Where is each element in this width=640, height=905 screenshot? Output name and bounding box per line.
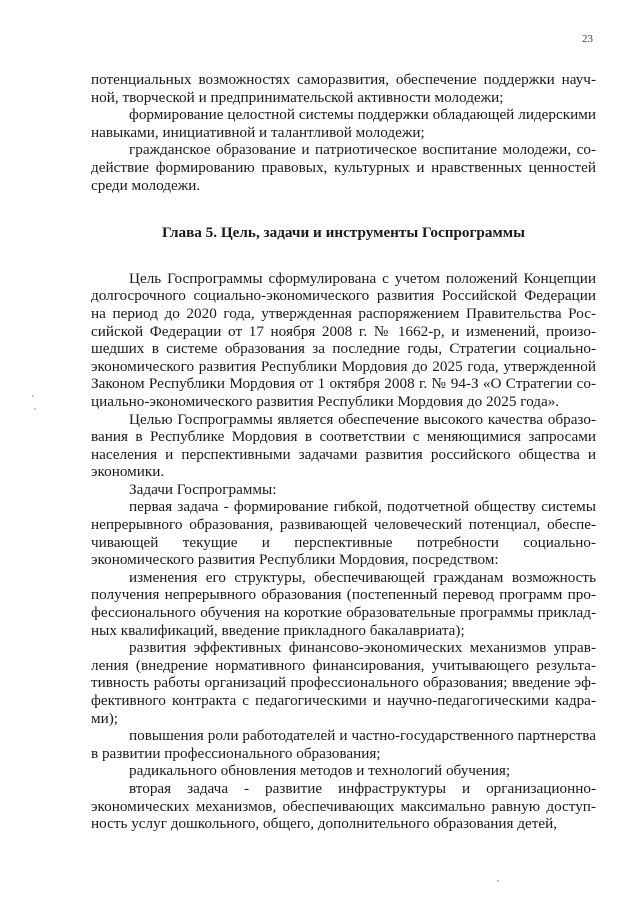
paragraph-intro-2: формирование целостной системы поддержки обладающей лидерскими навыками, инициативной и талантливой молодежи; (91, 106, 596, 141)
paragraph-goal: Целью Госпрограммы является обеспечение высокого качества образования в Республике Мордовия в соответствии с меняющимися запросами населения и перспективными задачами развития российского общества и экономики. (91, 410, 596, 481)
paragraph-intro-3: гражданское образование и патриотическое воспитание молодежи, содействие формированию правовых, культурных и нравственных ценностей среди молодежи. (91, 141, 596, 194)
paragraph-task-1-item-1: изменения его структуры, обеспечивающей гражданам возможность получения непрерывного образования (постепенный перевод программ профессионального обучения на короткие образовательные программы прикладных квалификаций, введение прикладного бакалавриата); (91, 568, 596, 639)
paragraph-task-1-item-4: радикального обновления методов и технологий обучения; (129, 762, 511, 780)
scan-speck (32, 395, 34, 397)
chapter-title: Глава 5. Цель, задачи и инструменты Госпрограммы (162, 224, 525, 242)
scan-speck (34, 408, 36, 410)
page-number: 23 (582, 33, 593, 45)
paragraph-tasks-heading: Задачи Госпрограммы: (129, 480, 277, 498)
paragraph-task-1-item-3: повышения роли работодателей и частно-государственного партнерства в развитии профессионального образования; (91, 727, 596, 762)
paragraph-goal-basis: Цель Госпрограммы сформулирована с учетом положений Концепции долгосрочного социально-экономического развития Российской Федерации на период до 2020 года, утвержденная распоряжением Правительства Российской Федерации от 17 ноября 2008 г. № 1662-р, и изменений, произошедших в системе образования за последние годы, Стратегии социально-экономического развития Республики Мордовия до 2025 года, утвержденной Законом Республики Мордовия от 1 октября 2008 г. № 94-З «О Стратегии социально-экономического развития Республики Мордовия до 2025 года». (91, 269, 596, 410)
paragraph-task-2: вторая задача - развитие инфраструктуры и организационно-экономических механизмов, обеспечивающих максимально равную доступность услуг дошкольного, общего, дополнительного образования детей, (91, 779, 596, 833)
paragraph-intro-1: потенциальных возможностях саморазвития, обеспечение поддержки научной, творческой и предпринимательской активности молодежи; (91, 71, 596, 106)
document-body (91, 71, 596, 833)
scan-speck (497, 880, 499, 882)
paragraph-task-1: первая задача - формирование гибкой, подотчетной обществу системы непрерывного образования, развивающей человеческий потенциал, обеспечивающей текущие и перспективные потребности социально-экономического развития Республики Мордовия, посредством: (91, 498, 596, 569)
paragraph-task-1-item-2: развития эффективных финансово-экономических механизмов управления (внедрение нормативного финансирования, учитывающего результативность работы организаций профессионального образования; введение эффективного контракта с педагогическими и научно-педагогическими кадрами); (91, 639, 596, 727)
